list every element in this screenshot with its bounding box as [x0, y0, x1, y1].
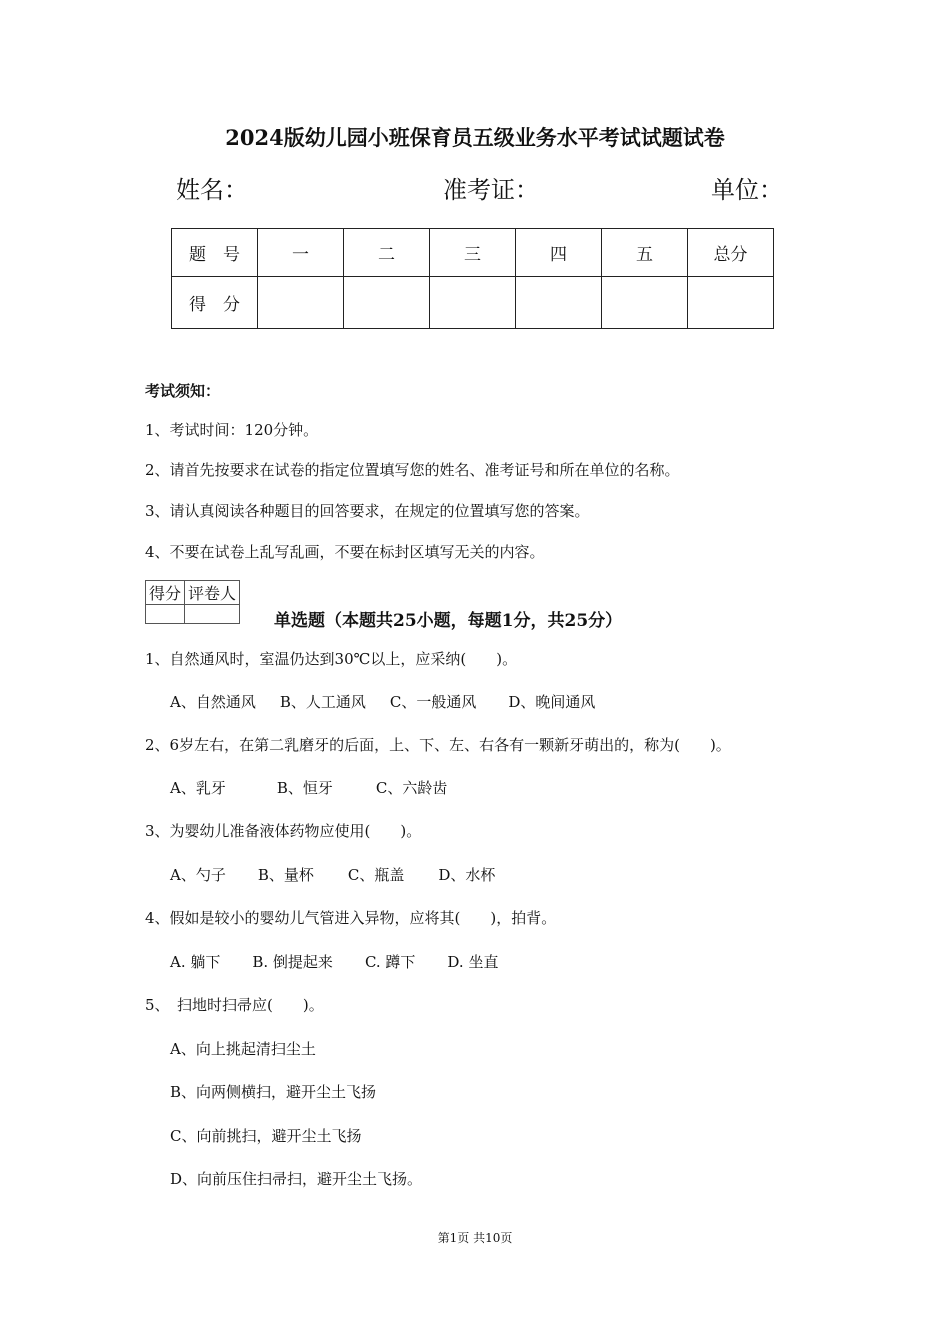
question-stem: 2、6岁左右，在第二乳磨牙的后面，上、下、左、右各有一颗新牙萌出的，称为( )。 [145, 736, 731, 754]
unit-field-label: 单位： [711, 176, 783, 204]
note-item: 2、请首先按要求在试卷的指定位置填写您的姓名、准考证号和所在单位的名称。 [145, 461, 680, 479]
question-stem: 4、假如是较小的婴幼儿气管进入异物，应将其( )，拍背。 [145, 909, 557, 927]
question-options [170, 691, 595, 712]
option[interactable]: A、乳牙 [170, 779, 226, 797]
question-options [170, 864, 495, 885]
page-footer: 第1页 共10页 [437, 1231, 513, 1245]
score-entry-cell[interactable] [258, 277, 344, 329]
question-stem: 3、为婴幼儿准备液体药物应使用( )。 [145, 822, 422, 840]
option[interactable]: D. 坐直 [447, 953, 499, 971]
question-options [170, 777, 447, 798]
option[interactable]: D、向前压住扫帚扫，避开尘土飞扬。 [170, 1170, 423, 1188]
option[interactable]: A、自然通风 [170, 693, 256, 711]
score-table-score-row [172, 277, 774, 329]
option[interactable]: D、水杯 [438, 866, 496, 884]
score-entry-cell[interactable] [344, 277, 430, 329]
score-table-cell: 二 [344, 229, 430, 277]
option[interactable]: B、向两侧横扫，避开尘土飞扬 [170, 1083, 377, 1101]
score-table-cell: 得 分 [172, 277, 258, 329]
option[interactable]: A、向上挑起清扫尘土 [170, 1040, 316, 1058]
exam-id-field-label: 准考证： [443, 176, 539, 204]
page-title: 2024版幼儿园小班保育员五级业务水平考试试题试卷 [225, 125, 725, 150]
option[interactable]: B、人工通风 [279, 693, 366, 711]
score-entry-cell[interactable] [602, 277, 688, 329]
question-options [170, 951, 498, 972]
score-table-cell: 四 [516, 229, 602, 277]
score-table [171, 228, 774, 329]
question-stem: 5、 扫地时扫帚应( )。 [145, 996, 324, 1014]
option[interactable]: C、向前挑扫，避开尘土飞扬 [170, 1127, 362, 1145]
grader-box [145, 580, 240, 624]
notes-heading: 考试须知： [145, 382, 221, 400]
grader-name-cell[interactable] [185, 605, 240, 624]
score-entry-cell[interactable] [430, 277, 516, 329]
note-item: 3、请认真阅读各种题目的回答要求，在规定的位置填写您的答案。 [145, 502, 590, 520]
option[interactable]: C、六龄齿 [375, 779, 448, 797]
score-table-cell: 题 号 [172, 229, 258, 277]
option[interactable]: B、恒牙 [276, 779, 333, 797]
score-table-cell: 总分 [688, 229, 774, 277]
grader-name-label: 评卷人 [185, 581, 240, 605]
score-table-cell: 一 [258, 229, 344, 277]
option[interactable]: D、晚间通风 [508, 693, 596, 711]
note-item: 1、考试时间：120分钟。 [145, 421, 319, 439]
score-entry-cell[interactable] [516, 277, 602, 329]
score-table-cell: 五 [602, 229, 688, 277]
grader-score-cell[interactable] [146, 605, 185, 624]
option[interactable]: A、勺子 [170, 866, 226, 884]
score-table-header-row [172, 229, 774, 277]
grader-score-label: 得分 [146, 581, 185, 605]
option[interactable]: A. 躺下 [170, 953, 221, 971]
note-item: 4、不要在试卷上乱写乱画，不要在标封区填写无关的内容。 [145, 543, 545, 561]
option[interactable]: B. 倒提起来 [252, 953, 333, 971]
name-field-label: 姓名： [176, 176, 248, 204]
option[interactable]: C、瓶盖 [347, 866, 405, 884]
option[interactable]: B、量杯 [257, 866, 314, 884]
option[interactable]: C. 蹲下 [364, 953, 416, 971]
section-title: 单选题（本题共25小题，每题1分，共25分） [274, 611, 623, 631]
score-entry-cell[interactable] [688, 277, 774, 329]
score-table-cell: 三 [430, 229, 516, 277]
option[interactable]: C、一般通风 [389, 693, 477, 711]
question-stem: 1、自然通风时，室温仍达到30℃以上，应采纳( )。 [145, 650, 518, 668]
